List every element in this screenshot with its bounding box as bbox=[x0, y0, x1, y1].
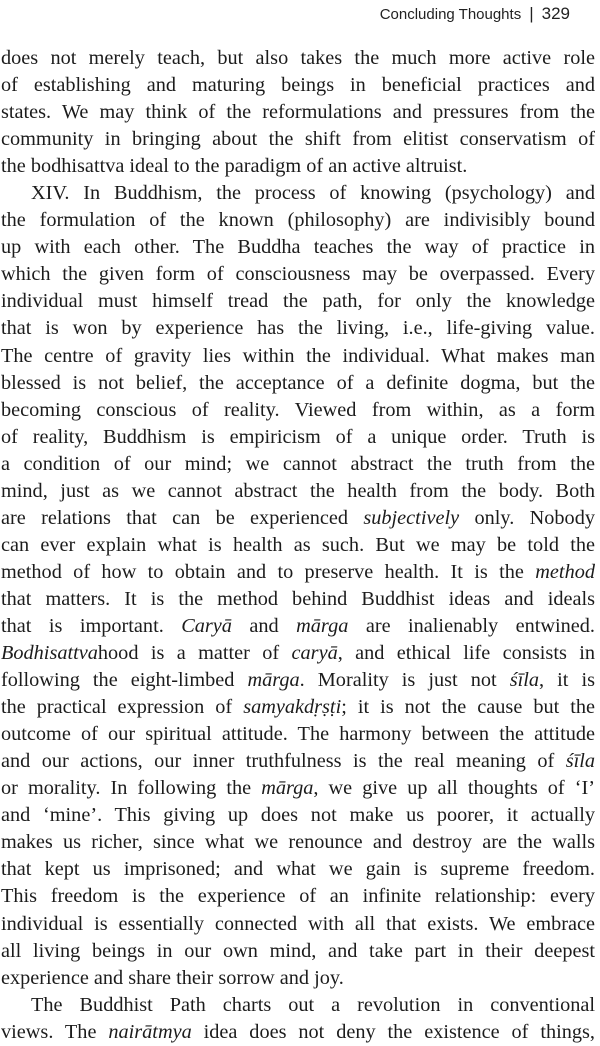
text-line: the practical expression of samyakdṛṣṭi; it is not the cause but the bbox=[1, 696, 595, 719]
text-line: that is important. Caryā and mārga are inalienably entwined. bbox=[1, 614, 595, 637]
text-line: states. We may think of the reformulations and pressures from the bbox=[1, 101, 595, 124]
text-line: outcome of our spiritual attitude. The harmony between the attitude bbox=[1, 723, 595, 746]
text-line: individual must himself tread the path, for only the knowledge bbox=[1, 290, 595, 313]
running-title: Concluding Thoughts bbox=[379, 5, 522, 23]
text-line: or morality. In following the mārga, we give up all thoughts of ‘I’ bbox=[1, 777, 595, 800]
text-line: and ‘mine’. This giving up does not make us poorer, it actually bbox=[1, 804, 595, 827]
text-line: experience and share their sorrow and joy. bbox=[1, 966, 344, 989]
text-line: The Buddhist Path charts out a revolution in conventional bbox=[31, 993, 595, 1016]
text-line: and our actions, our inner truthfulness is the real meaning of śīla bbox=[1, 750, 595, 773]
text-line: a condition of our mind; we cannot abstract the truth from the bbox=[1, 452, 595, 475]
text-line: the formulation of the known (philosophy) are indivisibly bound bbox=[1, 209, 595, 232]
text-line: becoming conscious of reality. Viewed from within, as a form bbox=[1, 398, 595, 421]
text-line: XIV. In Buddhism, the process of knowing (psychology) and bbox=[31, 182, 595, 205]
text-line: The centre of gravity lies within the individual. What makes man bbox=[1, 344, 595, 367]
text-line: method of how to obtain and to preserve health. It is the method bbox=[1, 560, 595, 583]
text-line: that is won by experience has the living, i.e., life-giving value. bbox=[1, 317, 595, 340]
text-line: following the eight-limbed mārga. Morality is just not śīla, it is bbox=[1, 669, 595, 692]
text-line: does not merely teach, but also takes the much more active role bbox=[1, 47, 595, 69]
text-line: views. The nairātmya idea does not deny the existence of things, bbox=[1, 1020, 595, 1043]
text-line: blessed is not belief, the acceptance of a definite dogma, but the bbox=[1, 371, 595, 394]
text-line: are relations that can be experienced subjectively only. Nobody bbox=[1, 506, 595, 529]
text-line: which the given form of consciousness may be overpassed. Every bbox=[1, 263, 595, 286]
text-line: Bodhisattvahood is a matter of caryā, and ethical life consists in bbox=[1, 642, 595, 665]
text-line: This freedom is the experience of an infinite relationship: every bbox=[1, 885, 595, 908]
text-line: all living beings in our own mind, and take part in their deepest bbox=[1, 939, 595, 962]
text-line: community in bringing about the shift from elitist conservatism of bbox=[1, 128, 595, 151]
header-separator: | bbox=[529, 4, 534, 23]
text-line: of establishing and maturing beings in beneficial practices and bbox=[1, 74, 595, 97]
text-line: can ever explain what is health as such. But we may be told the bbox=[1, 533, 595, 556]
text-line: that matters. It is the method behind Buddhist ideas and ideals bbox=[1, 587, 595, 610]
body-text bbox=[1, 45, 595, 1046]
text-line: up with each other. The Buddha teaches the way of practice in bbox=[1, 236, 595, 259]
text-line: individual is essentially connected with all that exists. We embrace bbox=[1, 912, 595, 935]
text-line: of reality, Buddhism is empiricism of a unique order. Truth is bbox=[1, 425, 595, 448]
running-header bbox=[380, 4, 570, 24]
page-number: 329 bbox=[541, 4, 570, 23]
text-line: mind, just as we cannot abstract the health from the body. Both bbox=[1, 479, 595, 502]
text-line: makes us richer, since what we renounce and destroy are the walls bbox=[1, 831, 595, 854]
text-line: that kept us imprisoned; and what we gain is supreme freedom. bbox=[1, 858, 595, 881]
text-line: the bodhisattva ideal to the paradigm of an active altruist. bbox=[1, 155, 468, 178]
